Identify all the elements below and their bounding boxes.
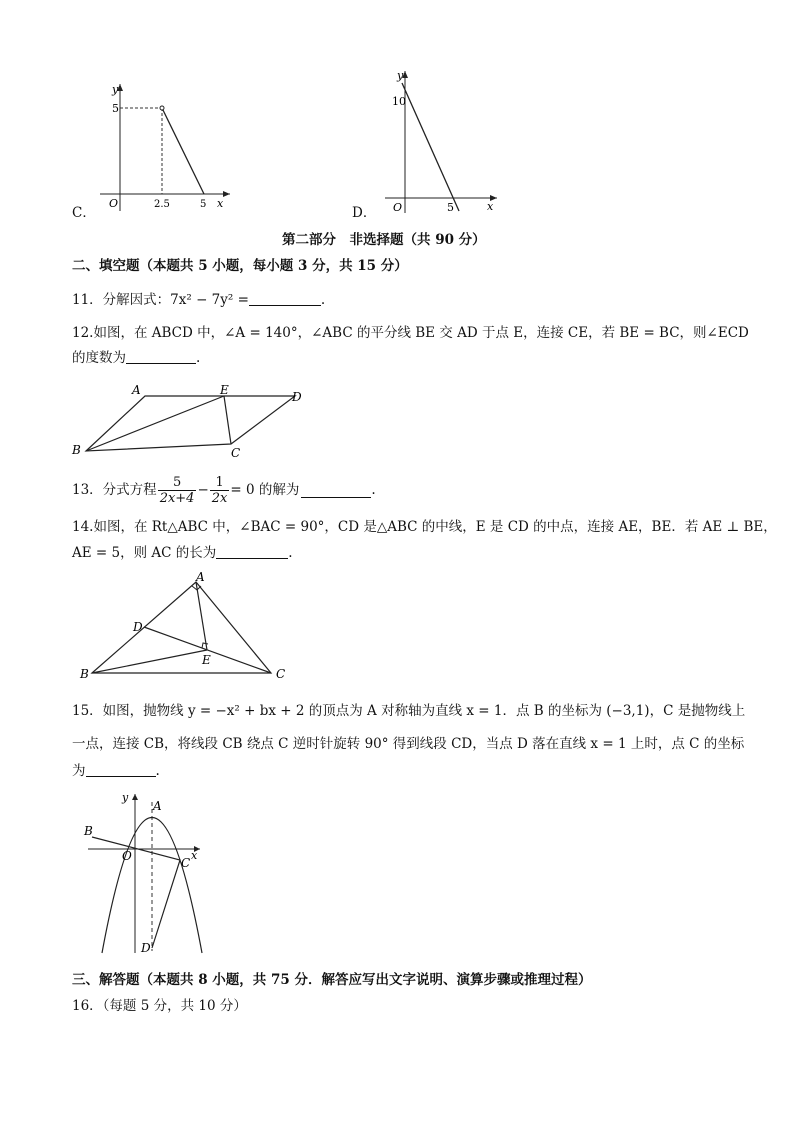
- point-b-label: B: [80, 667, 89, 680]
- origin-label: O: [109, 197, 119, 210]
- question-16: 16．（每题 5 分，共 10 分）: [72, 998, 247, 1014]
- question-12-text: 的度数为: [72, 350, 126, 366]
- question-14-line-1: 14.如图，在 Rt△ABC 中，∠BAC = 90°，CD 是△ABC 的中线，E 是 CD 的中点，连接 AE，BE．若 AE ⊥ BE，: [72, 519, 777, 535]
- period: .: [371, 482, 376, 498]
- vertex-point: [160, 106, 164, 110]
- period: .: [155, 763, 160, 779]
- fraction-2: [210, 475, 230, 506]
- point-d-label: D: [133, 620, 143, 634]
- question-11-text: 11．分解因式：7x² − 7y² =: [72, 292, 249, 308]
- question-12-line-2: [72, 348, 200, 368]
- answer-blank[interactable]: [249, 291, 321, 306]
- segment-ce: [224, 396, 231, 444]
- part2-heading: 第二部分 非选择题（共 90 分）: [282, 232, 486, 248]
- question-15-line-2: 一点，连接 CB，将线段 CB 绕点 C 逆时针旋转 90° 得到线段 CD，当点 D 落在直线 x = 1 上时，点 C 的坐标: [72, 736, 745, 752]
- point-a-label: A: [132, 383, 141, 397]
- x-tick-5: 5: [447, 201, 454, 214]
- y-tick-5: 5: [112, 102, 119, 115]
- question-15-text: 为: [72, 763, 86, 779]
- y-label: y: [122, 791, 129, 804]
- x-tick-2-5: 2.5: [154, 199, 170, 210]
- question-12-line-1: 12.如图，在 ABCD 中，∠A = 140°，∠ABC 的平分线 BE 交 AD 于点 E，连接 CE，若 BE = BC，则∠ECD: [72, 325, 749, 341]
- point-a-label: A: [153, 799, 162, 813]
- point-e-label: E: [202, 653, 211, 667]
- x-label: x: [487, 200, 494, 213]
- segment-ae: [196, 582, 207, 650]
- question-14-line-2: [72, 543, 293, 563]
- option-d-label: D．: [352, 205, 377, 221]
- question-14-text: AE = 5，则 AC 的长为: [72, 545, 217, 561]
- parallelogram-figure: [68, 383, 318, 461]
- y-axis-arrow: [132, 794, 138, 800]
- origin-label: O: [122, 849, 132, 863]
- question-15-line-3: [72, 761, 160, 781]
- minus-sign: −: [197, 482, 209, 498]
- fraction-1: [158, 475, 197, 506]
- question-11: [72, 290, 325, 310]
- question-13-suffix: = 0 的解为: [230, 482, 300, 498]
- x-label: x: [191, 849, 198, 862]
- triangle-abc: [92, 582, 271, 673]
- period: .: [288, 545, 293, 561]
- period: .: [320, 292, 326, 308]
- fraction-2-numerator: 1: [210, 475, 230, 491]
- graph-d-figure: [375, 65, 505, 217]
- segments-bc-cd: [92, 837, 180, 948]
- segment-be: [92, 650, 207, 673]
- segment-be: [86, 396, 224, 451]
- answer-blank[interactable]: [216, 544, 288, 559]
- answer-blank[interactable]: [301, 483, 371, 498]
- answer-blank[interactable]: [126, 349, 196, 364]
- answer-blank[interactable]: [86, 762, 156, 777]
- origin-label: O: [393, 201, 403, 214]
- x-tick-5: 5: [200, 199, 207, 210]
- point-c-label: C: [276, 667, 286, 680]
- point-a-label: A: [196, 570, 205, 584]
- graph-line: [402, 83, 459, 211]
- period: .: [196, 350, 201, 366]
- fraction-1-denominator: 2x+4: [159, 490, 195, 506]
- fraction-1-numerator: 5: [158, 475, 197, 491]
- x-label: x: [217, 197, 224, 210]
- fraction-2-denominator: 2x: [211, 490, 228, 506]
- question-13: [72, 472, 376, 508]
- graph-c-figure: [90, 76, 240, 216]
- y-tick-10: 10: [392, 95, 406, 108]
- section2-heading: 二、填空题（本题共 5 小题，每小题 3 分，共 15 分）: [72, 258, 408, 274]
- point-b-label: B: [72, 443, 81, 457]
- question-15-line-1: 15．如图，抛物线 y = −x² + bx + 2 的顶点为 A 对称轴为直线 x = 1．点 B 的坐标为 (−3,1)，C 是抛物线上: [72, 703, 746, 719]
- section3-heading: 三、解答题（本题共 8 小题，共 75 分．解答应写出文字说明、演算步骤或推理过程）: [72, 972, 592, 988]
- point-c-label: C: [181, 856, 191, 870]
- parallelogram-abcd: [86, 396, 295, 451]
- x-axis-arrow: [223, 191, 230, 197]
- graph-line: [162, 108, 204, 194]
- parabola-figure: [82, 788, 212, 960]
- point-e-label: E: [220, 383, 229, 397]
- point-d-label: D: [292, 390, 302, 404]
- option-c-label: C．: [72, 205, 96, 221]
- triangle-figure: [76, 568, 296, 680]
- point-d-label: D: [141, 941, 151, 955]
- question-13-prefix: 13．分式方程: [72, 482, 157, 498]
- point-b-label: B: [84, 824, 93, 838]
- y-label: y: [112, 83, 119, 96]
- y-label: y: [397, 69, 404, 82]
- point-c-label: C: [231, 446, 241, 460]
